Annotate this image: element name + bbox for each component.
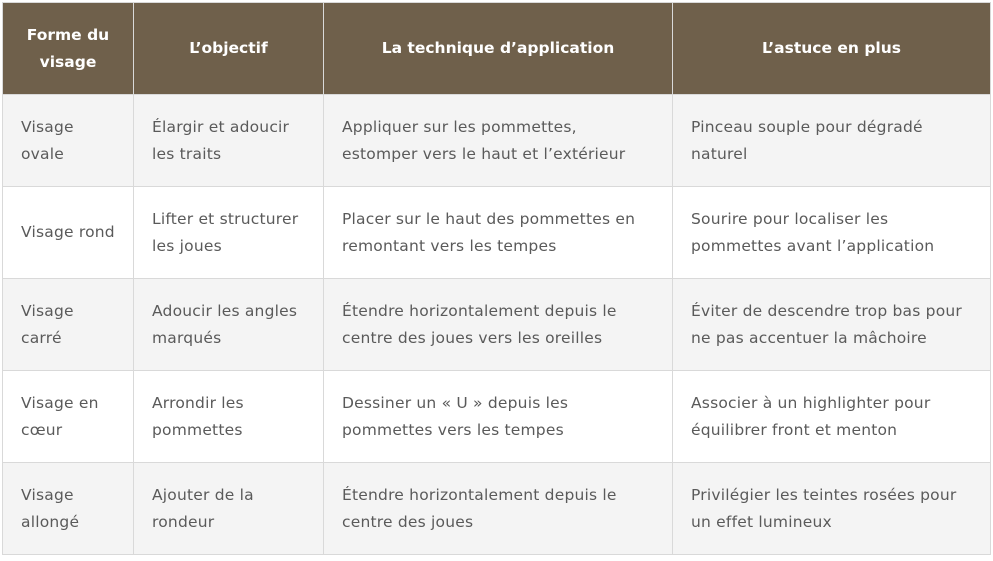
tip-cell: Pinceau souple pour dégradé naturel xyxy=(673,95,991,187)
table-row xyxy=(3,463,991,555)
objective-cell: Ajouter de la rondeur xyxy=(134,463,324,555)
table-header xyxy=(3,3,991,95)
tip-cell: Associer à un highlighter pour équilibrer front et menton xyxy=(673,371,991,463)
tip-cell: Sourire pour localiser les pommettes avant l’application xyxy=(673,187,991,279)
face-shape-cell: Visage rond xyxy=(3,187,134,279)
table-row xyxy=(3,371,991,463)
table-row xyxy=(3,279,991,371)
table-row xyxy=(3,95,991,187)
face-shape-cell: Visage carré xyxy=(3,279,134,371)
tip-cell: Privilégier les teintes rosées pour un effet lumineux xyxy=(673,463,991,555)
technique-cell: Dessiner un « U » depuis les pommettes vers les tempes xyxy=(324,371,673,463)
tip-cell: Éviter de descendre trop bas pour ne pas accentuer la mâchoire xyxy=(673,279,991,371)
objective-cell: Élargir et adoucir les traits xyxy=(134,95,324,187)
header-objective: L’objectif xyxy=(134,3,324,95)
technique-cell: Étendre horizontalement depuis le centre des joues xyxy=(324,463,673,555)
technique-cell: Placer sur le haut des pommettes en remontant vers les tempes xyxy=(324,187,673,279)
face-shape-cell: Visage ovale xyxy=(3,95,134,187)
header-face-shape: Forme du visage xyxy=(3,3,134,95)
objective-cell: Lifter et structurer les joues xyxy=(134,187,324,279)
header-technique: La technique d’application xyxy=(324,3,673,95)
header-row xyxy=(3,3,991,95)
technique-cell: Étendre horizontalement depuis le centre des joues vers les oreilles xyxy=(324,279,673,371)
objective-cell: Arrondir les pommettes xyxy=(134,371,324,463)
table-body xyxy=(3,95,991,555)
table-row xyxy=(3,187,991,279)
face-shape-cell: Visage allongé xyxy=(3,463,134,555)
face-shape-cell: Visage en cœur xyxy=(3,371,134,463)
objective-cell: Adoucir les angles marqués xyxy=(134,279,324,371)
blush-technique-table xyxy=(2,2,991,555)
technique-cell: Appliquer sur les pommettes, estomper vers le haut et l’extérieur xyxy=(324,95,673,187)
header-tip: L’astuce en plus xyxy=(673,3,991,95)
